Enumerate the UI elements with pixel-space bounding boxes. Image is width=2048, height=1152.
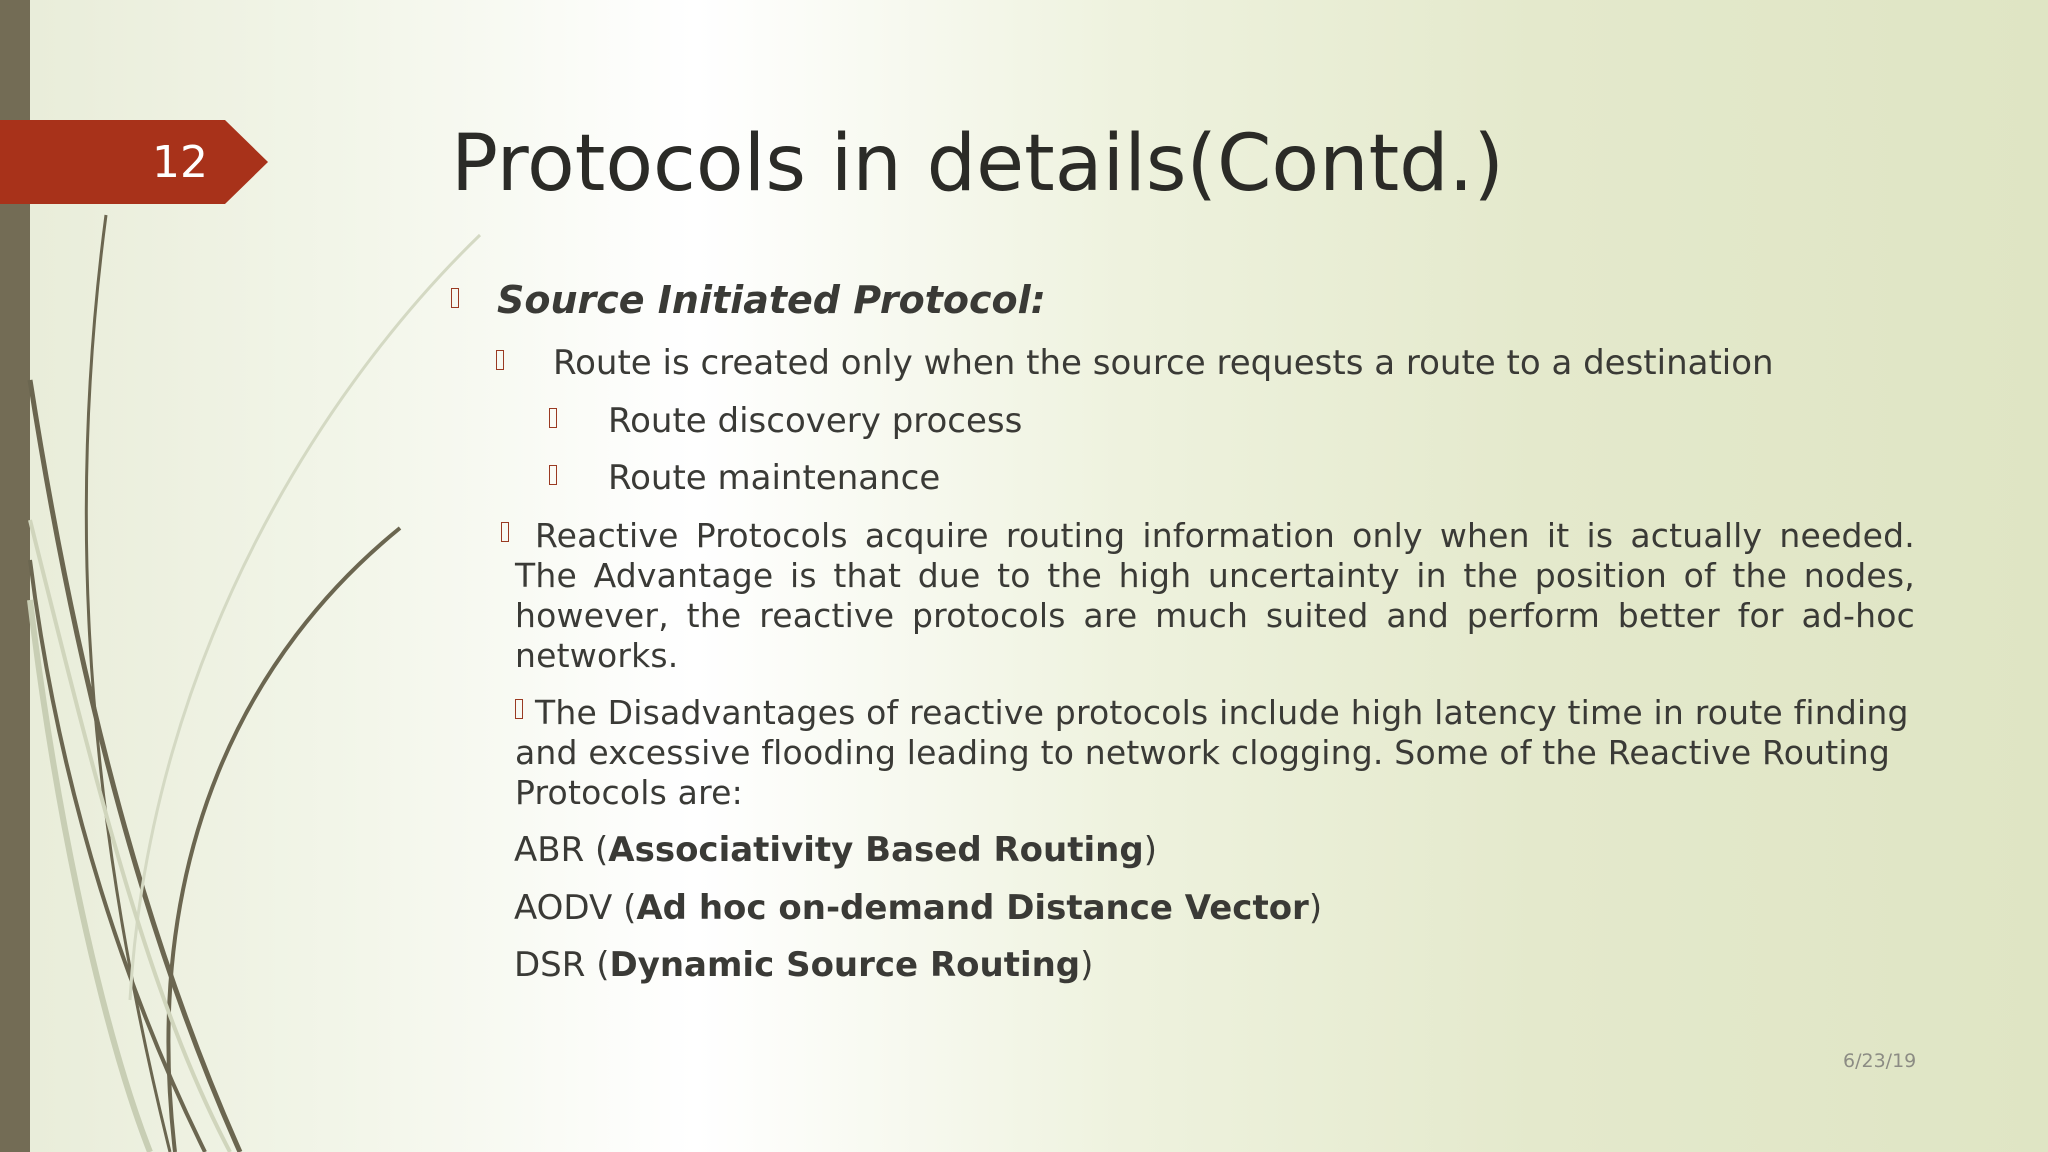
- paragraph-advantages: Reactive Protocols acquire routing information only when it is actually needed. The Advantage is that due to the high uncertainty in the position of the nodes, however, the reactive protocols are much suited and perform better for ad-hoc networks.: [515, 516, 1915, 675]
- protocol-close: ): [1080, 945, 1094, 985]
- paragraph-line: Protocols are:: [515, 773, 743, 812]
- bullet-icon: [501, 522, 509, 547]
- protocol-abbr: ABR (: [514, 830, 609, 870]
- protocol-abbr: AODV (: [514, 888, 637, 928]
- paragraph-line: and excessive flooding leading to network clogging. Some of the Reactive Routing: [515, 733, 1890, 772]
- protocol-item-abr: [514, 830, 1157, 870]
- bullet-icon: [549, 465, 557, 490]
- protocol-close: ): [1143, 830, 1157, 870]
- protocol-full-name: Dynamic Source Routing: [609, 945, 1081, 985]
- bullet-icon: [451, 288, 459, 313]
- slide-number-tag: [0, 120, 268, 204]
- paragraph-disadvantages: [515, 693, 1935, 813]
- protocol-full-name: Ad hoc on-demand Distance Vector: [636, 888, 1309, 928]
- bullet-icon: [496, 350, 504, 375]
- list-item: Route maintenance: [608, 458, 941, 498]
- list-item: Route discovery process: [608, 401, 1023, 441]
- slide-date: 6/23/19: [1843, 1050, 1917, 1072]
- paragraph-line: The Disadvantages of reactive protocols include high latency time in route finding: [535, 693, 1909, 732]
- slide-title: Protocols in details(Contd.): [451, 119, 1504, 209]
- section-heading: Source Initiated Protocol:: [497, 278, 1046, 322]
- protocol-close: ): [1308, 888, 1323, 928]
- list-item: Route is created only when the source requests a route to a destination: [553, 343, 1774, 383]
- protocol-abbr: DSR (: [514, 945, 610, 985]
- bullet-icon: [549, 408, 557, 433]
- protocol-item-dsr: [514, 945, 1093, 985]
- slide-number: 12: [152, 137, 208, 188]
- protocol-item-aodv: [514, 888, 1322, 928]
- protocol-full-name: Associativity Based Routing: [608, 830, 1144, 870]
